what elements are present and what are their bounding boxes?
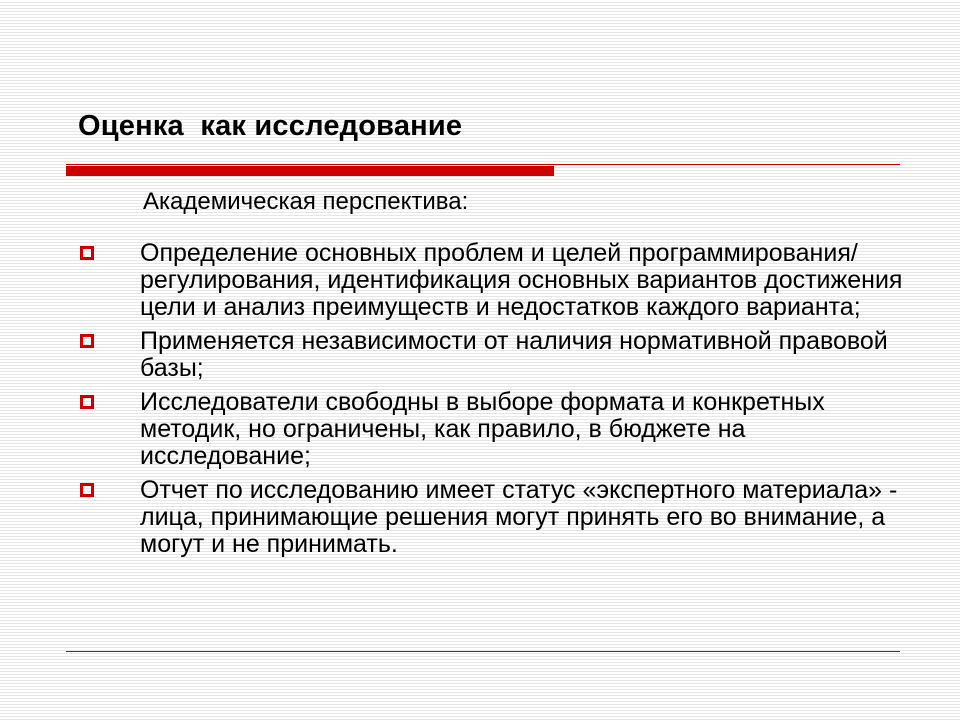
bullet-item [76,240,916,321]
bullet-item [76,389,916,470]
hollow-square-bullet-icon [80,483,94,497]
slide-subtitle: Академическая перспектива: [143,188,469,215]
bullet-list [76,240,916,565]
bullet-text: Применяется независимости от наличия нормативной правовой базы; [140,327,888,382]
bullet-text: Отчет по исследованию имеет статус «экспертного материала» - лица, принимающие решения могут принять его во внимание, а могут и не принимать. [140,476,898,558]
hollow-square-bullet-icon [80,246,94,260]
bullet-text: Определение основных проблем и целей программирования/регулирования, идентификация основных вариантов достижения цели и анализ преимуществ и недостатков каждого варианта; [140,239,903,321]
title-underline-thin [66,164,900,165]
hollow-square-bullet-icon [80,395,94,409]
bullet-item [76,477,916,558]
bullet-item [76,328,916,382]
slide-title: Оценка как исследование [78,110,463,142]
title-underline-bar [66,166,554,176]
footer-divider [66,651,900,652]
bullet-text: Исследователи свободны в выборе формата и конкретных методик, но ограничены, как правило, в бюджете на исследование; [140,388,825,470]
hollow-square-bullet-icon [80,334,94,348]
